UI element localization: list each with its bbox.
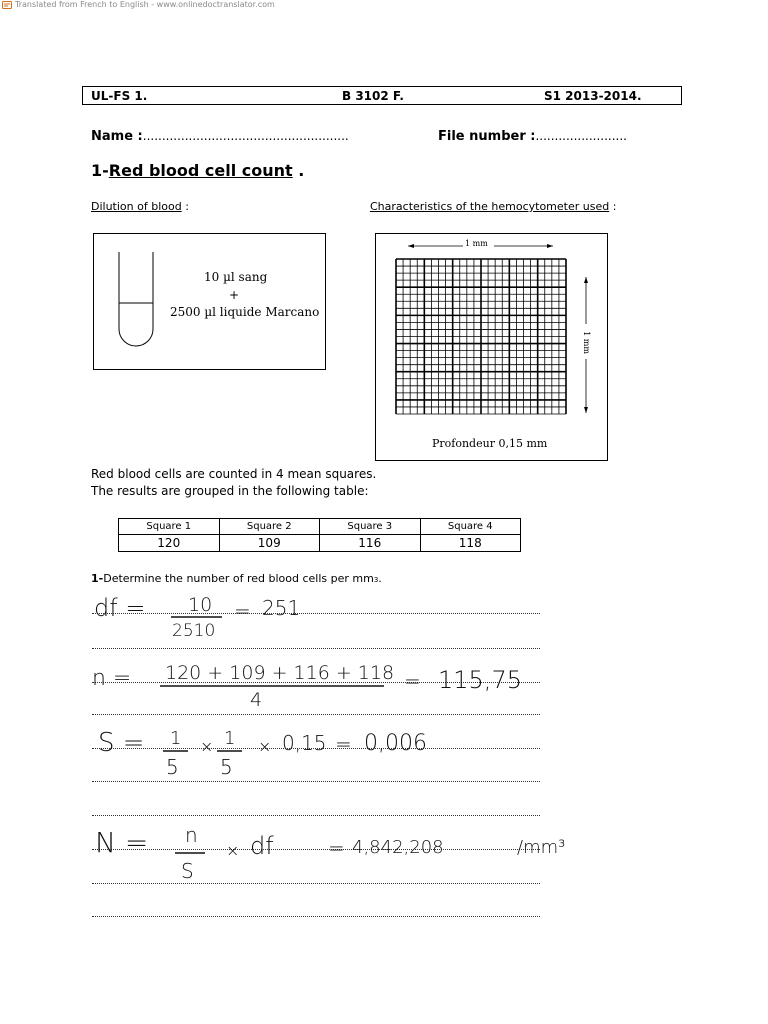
intro-line-1: Red blood cells are counted in 4 mean squares. <box>91 467 377 481</box>
section-number: 1- <box>91 161 109 180</box>
df-lhs: df = <box>94 594 146 622</box>
N-times: × <box>226 841 240 860</box>
hemocytometer-label-suffix: : <box>609 200 617 213</box>
table-cell: 120 <box>119 535 220 552</box>
N-equals: = <box>328 836 345 860</box>
course-code: UL-FS 1. <box>91 89 148 103</box>
name-label: Name : <box>91 129 143 144</box>
n-numerator: 120 + 109 + 116 + 118 <box>165 662 395 684</box>
N-multiplier: df <box>250 832 274 860</box>
s-fraction2-den: 5 <box>220 755 233 779</box>
question-text: Determine the number of red blood cells per mm <box>103 572 374 585</box>
n-denominator: 4 <box>250 689 263 711</box>
table-header-cell: Square 2 <box>219 519 320 535</box>
session: S1 2013-2014. <box>544 89 642 103</box>
dilution-line-1: 10 µl sang <box>204 270 268 284</box>
s-fraction2-num: 1 <box>224 728 236 749</box>
file-number-label: File number : <box>438 129 536 144</box>
height-label: 1 mm <box>581 331 591 354</box>
table-cell: 116 <box>320 535 421 552</box>
dilution-line-2: 2500 µl liquide Marcano <box>170 305 320 319</box>
s-lhs: S = <box>98 728 145 758</box>
section-title-text: Red blood cell count <box>108 161 293 180</box>
room-code: B 3102 F. <box>342 89 404 103</box>
n-lhs: n = <box>92 666 132 691</box>
s-equation <box>98 728 427 779</box>
N-denominator: S <box>181 859 194 883</box>
table-header-cell: Square 3 <box>320 519 421 535</box>
s-depth: 0,15 <box>282 731 327 755</box>
table-cell: 118 <box>420 535 521 552</box>
table-header-cell: Square 4 <box>420 519 521 535</box>
N-lhs: N = <box>95 826 149 859</box>
df-result: 251 <box>262 596 301 620</box>
section-suffix: . <box>292 161 305 180</box>
intro-line-2: The results are grouped in the following table: <box>91 484 369 498</box>
s-fraction1-num: 1 <box>170 728 182 749</box>
question-number: 1- <box>91 572 104 585</box>
width-label: 1 mm <box>465 239 488 248</box>
s-times-1: × <box>200 737 214 756</box>
s-fraction1-den: 5 <box>166 755 179 779</box>
N-equation <box>95 823 565 883</box>
n-equals: = <box>404 669 421 693</box>
n-equation <box>92 662 522 711</box>
df-denominator: 2510 <box>172 621 216 641</box>
df-numerator: 10 <box>188 594 213 616</box>
question-unit-suffix: 3 <box>373 576 379 584</box>
N-result: 4,842,208 <box>352 837 444 858</box>
depth-label: Profondeur 0,15 mm <box>432 437 548 450</box>
hemocytometer-label-text: Characteristics of the hemocytometer used <box>370 200 610 213</box>
dilution-plus: + <box>229 288 240 302</box>
question-end: . <box>378 572 382 585</box>
table-header-cell: Square 1 <box>119 519 220 535</box>
df-equals: = <box>234 599 251 623</box>
s-times-2: × <box>258 737 272 756</box>
dilution-label-suffix: : <box>181 200 189 213</box>
banner-text[interactable]: Translated from French to English - www.onlinedoctranslator.com <box>15 0 275 9</box>
n-result: 115,75 <box>438 666 522 694</box>
name-dots: ...................................................... <box>142 129 349 143</box>
s-equals: = <box>335 732 352 756</box>
N-numerator: n <box>185 823 198 847</box>
dilution-label-text: Dilution of blood <box>91 200 182 213</box>
table-cell: 109 <box>219 535 320 552</box>
file-number-dots: ........................ <box>535 129 627 143</box>
df-equation <box>94 594 300 641</box>
N-unit: /mm³ <box>517 837 566 858</box>
s-result: 0,006 <box>364 731 427 756</box>
